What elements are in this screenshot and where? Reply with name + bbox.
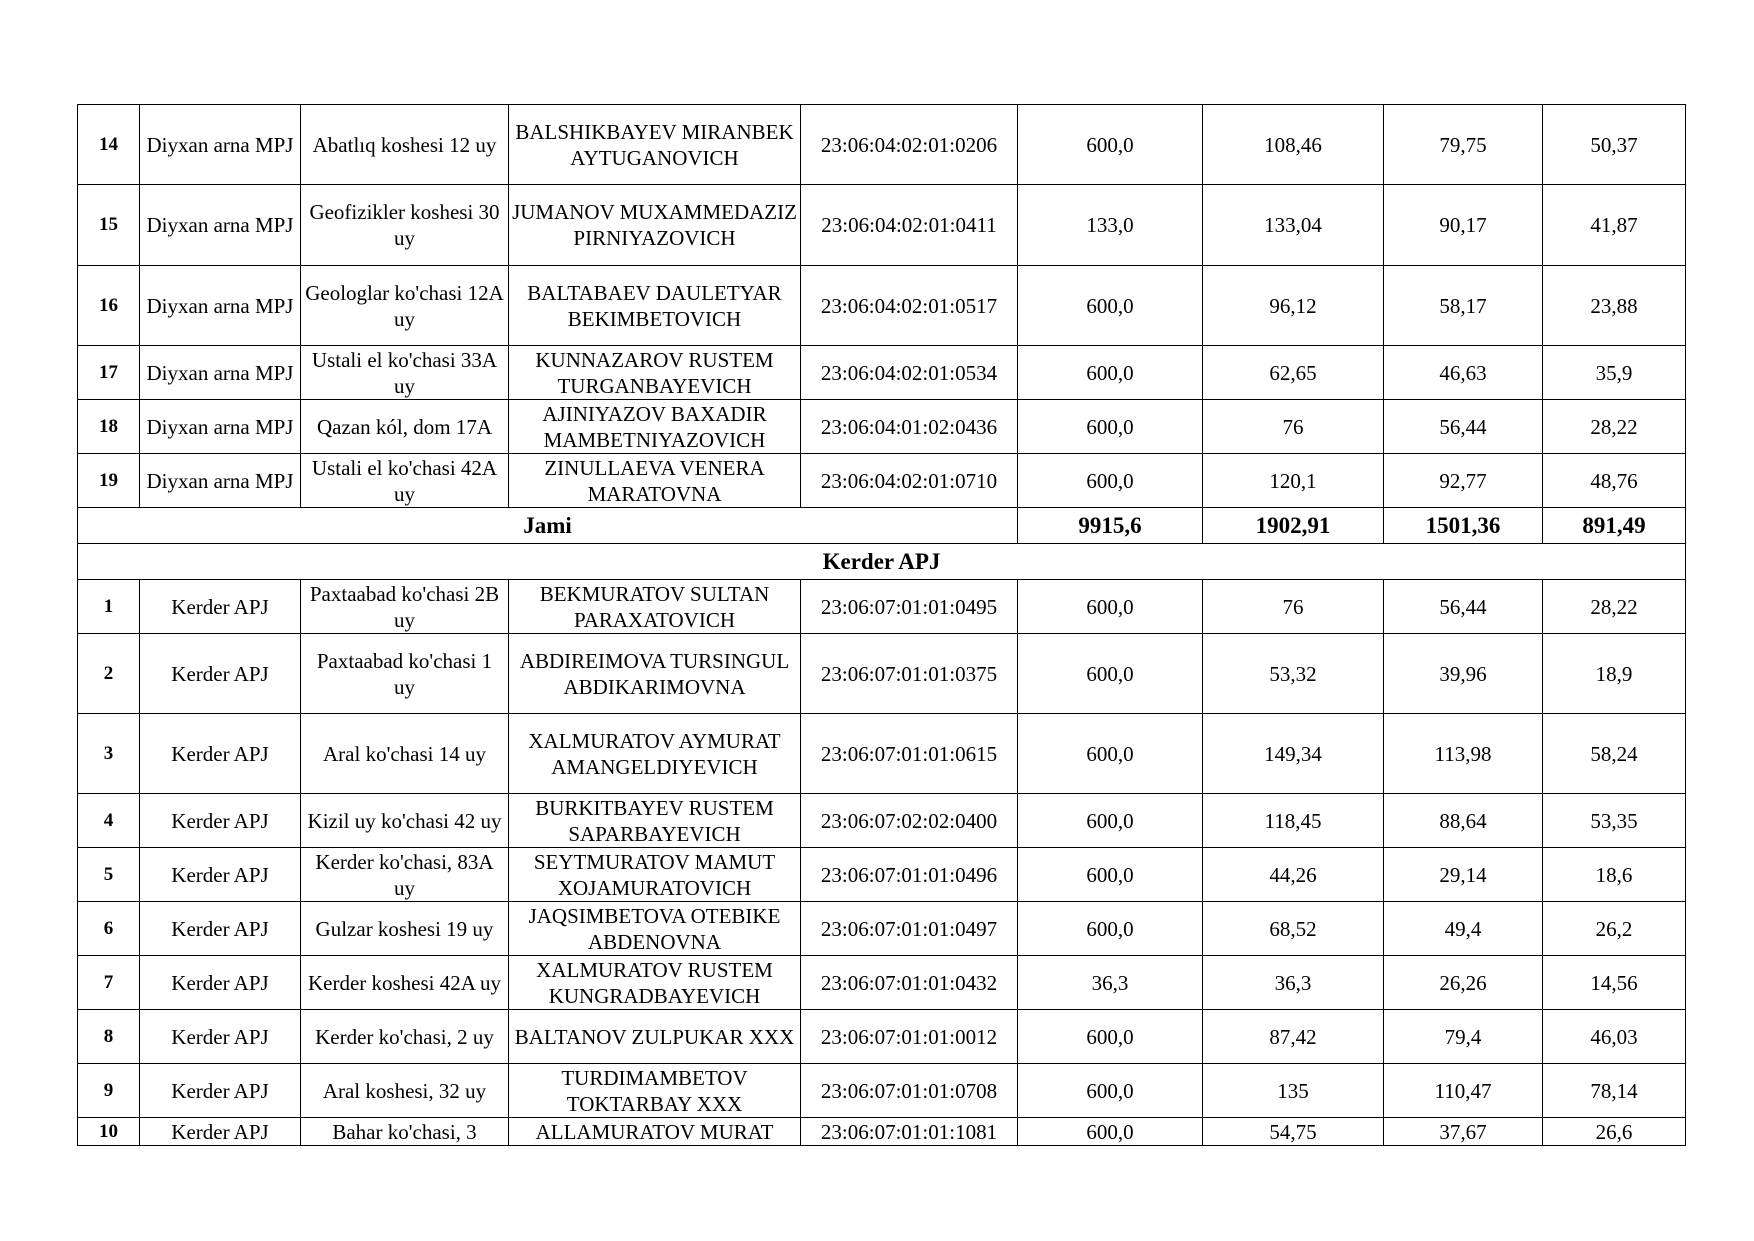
row-number: 3	[78, 714, 140, 794]
organization-cell: Kerder APJ	[140, 714, 301, 794]
address-cell: Kizil uy ko'chasi 42 uy	[301, 794, 509, 848]
row-number: 7	[78, 956, 140, 1010]
owner-name-cell: TURDIMAMBETOV TOKTARBAY XXX	[509, 1064, 801, 1118]
value-col6-cell: 600,0	[1018, 1010, 1203, 1064]
value-col6-cell: 600,0	[1018, 580, 1203, 634]
value-col7-cell: 135	[1203, 1064, 1384, 1118]
row-number: 15	[78, 185, 140, 266]
address-cell: Paxtaabad ko'chasi 1 uy	[301, 634, 509, 714]
value-col8-cell: 113,98	[1384, 714, 1543, 794]
cadastre-number-cell: 23:06:07:01:01:1081	[801, 1118, 1018, 1146]
value-col9-cell: 14,56	[1543, 956, 1686, 1010]
value-col8-cell: 29,14	[1384, 848, 1543, 902]
row-number: 18	[78, 400, 140, 454]
total-col6: 9915,6	[1018, 508, 1203, 544]
table-row	[78, 400, 1686, 454]
value-col6-cell: 600,0	[1018, 1064, 1203, 1118]
value-col7-cell: 149,34	[1203, 714, 1384, 794]
organization-cell: Diyxan arna MPJ	[140, 185, 301, 266]
address-cell: Ustali el ko'chasi 42A uy	[301, 454, 509, 508]
address-cell: Kerder ko'chasi, 2 uy	[301, 1010, 509, 1064]
value-col7-cell: 36,3	[1203, 956, 1384, 1010]
value-col9-cell: 46,03	[1543, 1010, 1686, 1064]
value-col8-cell: 37,67	[1384, 1118, 1543, 1146]
value-col9-cell: 18,6	[1543, 848, 1686, 902]
row-number: 5	[78, 848, 140, 902]
owner-name-cell: SEYTMURATOV MAMUT XOJAMURATOVICH	[509, 848, 801, 902]
value-col6-cell: 600,0	[1018, 346, 1203, 400]
section-header-row	[78, 544, 1686, 580]
organization-cell: Kerder APJ	[140, 794, 301, 848]
value-col8-cell: 79,75	[1384, 105, 1543, 185]
property-register-table	[77, 104, 1686, 1146]
owner-name-cell: BEKMURATOV SULTAN PARAXATOVICH	[509, 580, 801, 634]
table-row	[78, 956, 1686, 1010]
value-col7-cell: 133,04	[1203, 185, 1384, 266]
owner-name-cell: AJINIYAZOV BAXADIR MAMBETNIYAZOVICH	[509, 400, 801, 454]
owner-name-cell: JUMANOV MUXAMMEDAZIZ PIRNIYAZOVICH	[509, 185, 801, 266]
value-col8-cell: 110,47	[1384, 1064, 1543, 1118]
value-col9-cell: 48,76	[1543, 454, 1686, 508]
table-row	[78, 1118, 1686, 1146]
value-col9-cell: 28,22	[1543, 580, 1686, 634]
value-col7-cell: 68,52	[1203, 902, 1384, 956]
table-row	[78, 185, 1686, 266]
row-number: 17	[78, 346, 140, 400]
value-col6-cell: 600,0	[1018, 105, 1203, 185]
owner-name-cell: ZINULLAEVA VENERA MARATOVNA	[509, 454, 801, 508]
value-col9-cell: 41,87	[1543, 185, 1686, 266]
value-col7-cell: 76	[1203, 400, 1384, 454]
organization-cell: Diyxan arna MPJ	[140, 400, 301, 454]
value-col6-cell: 36,3	[1018, 956, 1203, 1010]
total-col7: 1902,91	[1203, 508, 1384, 544]
value-col8-cell: 56,44	[1384, 580, 1543, 634]
organization-cell: Diyxan arna MPJ	[140, 266, 301, 346]
organization-cell: Kerder APJ	[140, 848, 301, 902]
value-col6-cell: 600,0	[1018, 400, 1203, 454]
owner-name-cell: BURKITBAYEV RUSTEM SAPARBAYEVICH	[509, 794, 801, 848]
row-number: 6	[78, 902, 140, 956]
value-col9-cell: 58,24	[1543, 714, 1686, 794]
cadastre-number-cell: 23:06:07:01:01:0497	[801, 902, 1018, 956]
value-col6-cell: 600,0	[1018, 848, 1203, 902]
value-col6-cell: 600,0	[1018, 794, 1203, 848]
value-col9-cell: 26,6	[1543, 1118, 1686, 1146]
value-col8-cell: 58,17	[1384, 266, 1543, 346]
address-cell: Gulzar koshesi 19 uy	[301, 902, 509, 956]
row-number: 2	[78, 634, 140, 714]
value-col9-cell: 78,14	[1543, 1064, 1686, 1118]
cadastre-number-cell: 23:06:07:02:02:0400	[801, 794, 1018, 848]
value-col6-cell: 600,0	[1018, 1118, 1203, 1146]
table-row	[78, 454, 1686, 508]
table-row	[78, 580, 1686, 634]
row-number: 19	[78, 454, 140, 508]
value-col7-cell: 96,12	[1203, 266, 1384, 346]
address-cell: Qazan kól, dom 17A	[301, 400, 509, 454]
value-col8-cell: 56,44	[1384, 400, 1543, 454]
cadastre-number-cell: 23:06:07:01:01:0375	[801, 634, 1018, 714]
organization-cell: Kerder APJ	[140, 956, 301, 1010]
value-col9-cell: 53,35	[1543, 794, 1686, 848]
row-number: 9	[78, 1064, 140, 1118]
cadastre-number-cell: 23:06:07:01:01:0432	[801, 956, 1018, 1010]
organization-cell: Diyxan arna MPJ	[140, 346, 301, 400]
owner-name-cell: ALLAMURATOV MURAT	[509, 1118, 801, 1146]
table-row	[78, 105, 1686, 185]
value-col6-cell: 600,0	[1018, 454, 1203, 508]
total-row	[78, 508, 1686, 544]
organization-cell: Kerder APJ	[140, 634, 301, 714]
owner-name-cell: XALMURATOV AYMURAT AMANGELDIYEVICH	[509, 714, 801, 794]
address-cell: Kerder ko'chasi, 83A uy	[301, 848, 509, 902]
value-col7-cell: 120,1	[1203, 454, 1384, 508]
owner-name-cell: XALMURATOV RUSTEM KUNGRADBAYEVICH	[509, 956, 801, 1010]
table-row	[78, 794, 1686, 848]
value-col8-cell: 79,4	[1384, 1010, 1543, 1064]
address-cell: Paxtaabad ko'chasi 2B uy	[301, 580, 509, 634]
row-number: 8	[78, 1010, 140, 1064]
cadastre-number-cell: 23:06:04:02:01:0710	[801, 454, 1018, 508]
table-row	[78, 266, 1686, 346]
address-cell: Aral koshesi, 32 uy	[301, 1064, 509, 1118]
owner-name-cell: BALSHIKBAYEV MIRANBEK AYTUGANOVICH	[509, 105, 801, 185]
address-cell: Geologlar ko'chasi 12A uy	[301, 266, 509, 346]
table-row	[78, 848, 1686, 902]
section-title: Kerder APJ	[78, 544, 1686, 580]
cadastre-number-cell: 23:06:07:01:01:0708	[801, 1064, 1018, 1118]
value-col8-cell: 88,64	[1384, 794, 1543, 848]
totals-section	[78, 508, 1686, 580]
value-col7-cell: 108,46	[1203, 105, 1384, 185]
value-col7-cell: 76	[1203, 580, 1384, 634]
value-col6-cell: 600,0	[1018, 266, 1203, 346]
cadastre-number-cell: 23:06:04:02:01:0517	[801, 266, 1018, 346]
value-col9-cell: 26,2	[1543, 902, 1686, 956]
organization-cell: Kerder APJ	[140, 1118, 301, 1146]
value-col6-cell: 600,0	[1018, 634, 1203, 714]
cadastre-number-cell: 23:06:07:01:01:0496	[801, 848, 1018, 902]
table-row	[78, 634, 1686, 714]
row-number: 16	[78, 266, 140, 346]
address-cell: Bahar ko'chasi, 3	[301, 1118, 509, 1146]
value-col9-cell: 35,9	[1543, 346, 1686, 400]
organization-cell: Diyxan arna MPJ	[140, 105, 301, 185]
address-cell: Abatlıq koshesi 12 uy	[301, 105, 509, 185]
row-number: 1	[78, 580, 140, 634]
total-col9: 891,49	[1543, 508, 1686, 544]
row-number: 14	[78, 105, 140, 185]
value-col6-cell: 600,0	[1018, 714, 1203, 794]
cadastre-number-cell: 23:06:04:02:01:0411	[801, 185, 1018, 266]
kerder-apj-rows	[78, 580, 1686, 1146]
value-col8-cell: 92,77	[1384, 454, 1543, 508]
row-number: 10	[78, 1118, 140, 1146]
value-col7-cell: 87,42	[1203, 1010, 1384, 1064]
table-row	[78, 902, 1686, 956]
cadastre-number-cell: 23:06:04:02:01:0206	[801, 105, 1018, 185]
value-col8-cell: 39,96	[1384, 634, 1543, 714]
owner-name-cell: ABDIREIMOVA TURSINGUL ABDIKARIMOVNA	[509, 634, 801, 714]
value-col9-cell: 18,9	[1543, 634, 1686, 714]
cadastre-number-cell: 23:06:07:01:01:0012	[801, 1010, 1018, 1064]
address-cell: Ustali el ko'chasi 33A uy	[301, 346, 509, 400]
value-col8-cell: 26,26	[1384, 956, 1543, 1010]
address-cell: Aral ko'chasi 14 uy	[301, 714, 509, 794]
organization-cell: Kerder APJ	[140, 1064, 301, 1118]
table-row	[78, 1064, 1686, 1118]
address-cell: Geofizikler koshesi 30 uy	[301, 185, 509, 266]
owner-name-cell: JAQSIMBETOVA OTEBIKE ABDENOVNA	[509, 902, 801, 956]
cadastre-number-cell: 23:06:04:02:01:0534	[801, 346, 1018, 400]
table-row	[78, 1010, 1686, 1064]
cadastre-number-cell: 23:06:07:01:01:0615	[801, 714, 1018, 794]
organization-cell: Kerder APJ	[140, 580, 301, 634]
cadastre-number-cell: 23:06:04:01:02:0436	[801, 400, 1018, 454]
cadastre-number-cell: 23:06:07:01:01:0495	[801, 580, 1018, 634]
organization-cell: Kerder APJ	[140, 902, 301, 956]
row-number: 4	[78, 794, 140, 848]
owner-name-cell: KUNNAZAROV RUSTEM TURGANBAYEVICH	[509, 346, 801, 400]
value-col7-cell: 62,65	[1203, 346, 1384, 400]
table-row	[78, 714, 1686, 794]
value-col9-cell: 50,37	[1543, 105, 1686, 185]
value-col6-cell: 600,0	[1018, 902, 1203, 956]
organization-cell: Kerder APJ	[140, 1010, 301, 1064]
owner-name-cell: BALTANOV ZULPUKAR XXX	[509, 1010, 801, 1064]
address-cell: Kerder koshesi 42A uy	[301, 956, 509, 1010]
table-row	[78, 346, 1686, 400]
value-col8-cell: 46,63	[1384, 346, 1543, 400]
value-col7-cell: 118,45	[1203, 794, 1384, 848]
value-col8-cell: 49,4	[1384, 902, 1543, 956]
value-col9-cell: 28,22	[1543, 400, 1686, 454]
value-col7-cell: 54,75	[1203, 1118, 1384, 1146]
value-col7-cell: 53,32	[1203, 634, 1384, 714]
value-col9-cell: 23,88	[1543, 266, 1686, 346]
value-col6-cell: 133,0	[1018, 185, 1203, 266]
value-col8-cell: 90,17	[1384, 185, 1543, 266]
total-label: Jami	[78, 508, 1018, 544]
owner-name-cell: BALTABAEV DAULETYAR BEKIMBETOVICH	[509, 266, 801, 346]
diyxan-arna-rows	[78, 105, 1686, 508]
organization-cell: Diyxan arna MPJ	[140, 454, 301, 508]
total-col8: 1501,36	[1384, 508, 1543, 544]
value-col7-cell: 44,26	[1203, 848, 1384, 902]
